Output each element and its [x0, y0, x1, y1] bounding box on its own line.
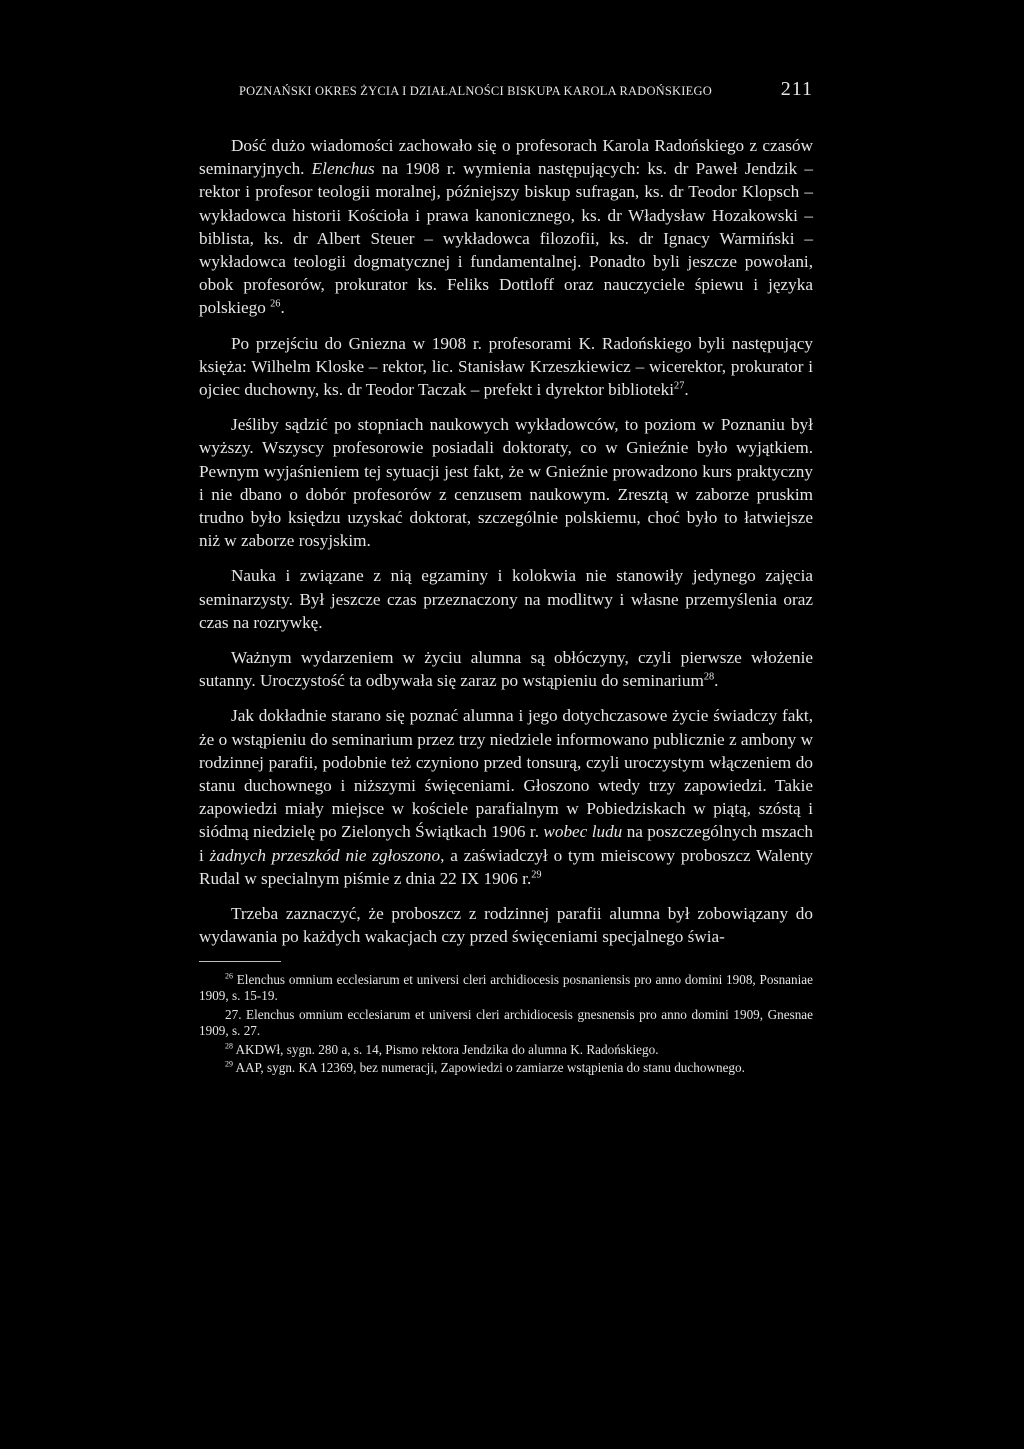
paragraph	[199, 413, 813, 552]
running-header	[199, 76, 813, 102]
paragraph-end: .	[280, 298, 285, 318]
paragraph	[199, 902, 813, 948]
paragraph-text: na 1908 r. wymienia następujących: ks. dr Paweł Jendzik – rektor i profesor teologii moralnej, późniejszy biskup sufragan, ks. dr Teodor Klopsch – wykładowca historii Kościoła i prawa kanonicznego, ks. dr Władysław Hozakowski – biblista, ks. dr Albert Steuer – wykładowca filozofii, ks. dr Ignacy Warmiński – wykładowca teologii dogmatycznej i fundamentalnej. Ponadto byli jeszcze powołani, obok profesorów, prokurator ks. Feliks Dottloff oraz nauczyciele śpiewu i języka polskiego	[199, 159, 814, 318]
footnote-number: 27.	[225, 1006, 242, 1022]
footnote-text: Elenchus omnium ecclesiarum et universi cleri archidiocesis posnaniensis pro anno domini 1908, Posnaniae 1909, s. 15-19.	[199, 971, 814, 1004]
main-text	[199, 134, 813, 949]
footnote-number: 28	[225, 1041, 233, 1051]
footnotes	[199, 972, 813, 1078]
paragraph-text: Nauka i związane z nią egzaminy i kolokwia nie stanowiły jedynego zajęcia seminarzysty. Był jeszcze czas przeznaczony na modlitwy i własne przemyślenia oraz czas na rozrywkę.	[199, 566, 813, 632]
footnote	[199, 1042, 813, 1059]
footnote-text: Elenchus omnium ecclesiarum et universi cleri archidiocesis gnesnensis pro anno domini 1909, Gnesnae 1909, s. 27.	[199, 1006, 814, 1039]
footnote-ref: 28	[703, 671, 715, 683]
footnote-divider	[199, 961, 281, 962]
paragraph	[199, 646, 813, 692]
footnote-ref: 29	[531, 869, 542, 881]
paragraph-text: Ważnym wydarzeniem w życiu alumna są obłóczyny, czyli pierwsze włożenie sutanny. Uroczystość ta odbywała się zaraz po wstąpieniu do seminarium	[199, 648, 813, 691]
paragraph	[199, 134, 813, 320]
paragraph-text: na poszczególnych mszach i	[199, 822, 814, 865]
footnote-text: AKDWł, sygn. 280 a, s. 14, Pismo rektora Jendzika do alumna K. Radońskiego.	[235, 1041, 659, 1057]
paragraph-end: .	[684, 380, 689, 400]
footnote	[199, 1007, 813, 1040]
footnote	[199, 1060, 813, 1077]
paragraph-text: Dość dużo wiadomości zachowało się o profesorach Karola Radońskiego z czasów seminaryjnych.	[199, 136, 813, 179]
footnote	[199, 972, 813, 1005]
paragraph-text: Jak dokładnie starano się poznać alumna i jego dotychczasowe życie świadczy fakt, że o wstąpieniu do seminarium przez trzy niedziele informowano publicznie z ambony w rodzinnej parafii, podobnie też czyniono przed tonsurą, czyli uroczystym włączeniem do stanu duchownego i niższymi święceniami. Głoszono wtedy trzy zapowiedzi. Takie zapowiedzi miały miejsce w kościele parafialnym w Pobiedziskach w piątą, szóstą i siódmą niedzielę po Zielonych Świątkach 1906 r.	[199, 706, 813, 842]
italic-quote: wobec ludu	[543, 822, 623, 842]
page-number: 211	[780, 78, 813, 100]
paragraph-text: Po przejściu do Gniezna w 1908 r. profesorami K. Radońskiego byli następujący księża: Wilhelm Kloske – rektor, lic. Stanisław Krzeszkiewicz – wicerektor, prokurator i ojciec duchowny, ks. dr Teodor Taczak – prefekt i dyrektor biblioteki	[199, 333, 813, 400]
paragraph	[199, 704, 813, 890]
footnote-number: 26	[225, 971, 233, 981]
book-page	[199, 76, 813, 1079]
paragraph-text: Trzeba zaznaczyć, że proboszcz z rodzinnej parafii alumna był zobowiązany do wydawania po każdych wakacjach czy przed święceniami specjalnego świa-	[199, 904, 813, 947]
italic-quote: żadnych przeszkód nie zgłoszono	[209, 845, 441, 865]
footnote-ref: 27	[674, 380, 685, 392]
italic-title: Elenchus	[311, 159, 375, 179]
footnote-ref: 26	[270, 298, 281, 310]
footnote-number: 29	[225, 1060, 233, 1070]
paragraph-end: .	[714, 671, 719, 691]
paragraph-text: Jeśliby sądzić po stopniach naukowych wykładowców, to poziom w Poznaniu był wyższy. Wszyscy profesorowie posiadali doktoraty, co w Gnieźnie było wyjątkiem. Pewnym wyjaśnieniem tej sytuacji jest fakt, że w Gnieźnie prowadzono kurs praktyczny i nie dbano o dobór profesorów z cenzusem naukowym. Zresztą w zaborze pruskim trudno było księdzu uzyskać doktorat, szczególnie polskiemu, choć było to łatwiejsze niż w zaborze rosyjskim.	[199, 415, 813, 551]
footnote-text: AAP, sygn. KA 12369, bez numeracji, Zapowiedzi o zamiarze wstąpienia do stanu duchownego.	[235, 1060, 745, 1076]
paragraph	[199, 564, 813, 634]
paragraph-text: , a zaświadczył o tym mieiscowy proboszcz Walenty Rudal w specialnym piśmie z dnia 22 IX 1906 r.	[199, 845, 813, 888]
paragraph	[199, 332, 813, 402]
running-title: POZNAŃSKI OKRES ŻYCIA I DZIAŁALNOŚCI BISKUPA KAROLA RADOŃSKIEGO	[239, 84, 712, 98]
